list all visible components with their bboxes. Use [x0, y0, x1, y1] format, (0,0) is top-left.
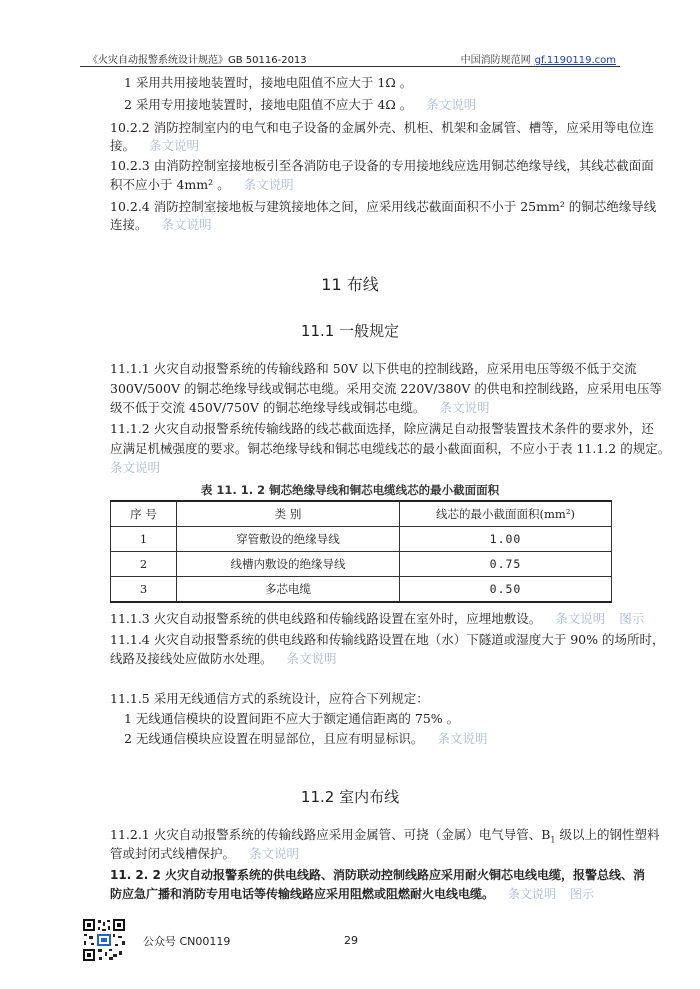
clause-text: 2 无线通信模块应设置在明显部位，且应有明显标识。 — [124, 731, 424, 746]
table-cell: 0.50 — [400, 577, 612, 603]
subscript: 1 — [550, 835, 556, 845]
table-cell: 2 — [111, 552, 177, 577]
clause-line — [110, 690, 429, 708]
table-cell: 3 — [111, 577, 177, 603]
clause-line — [110, 380, 662, 398]
figure-link[interactable]: 图示 — [570, 887, 595, 901]
figure-link[interactable]: 图示 — [619, 611, 645, 626]
table-caption: 表 11. 1. 2 铜芯绝缘导线和铜芯电缆线芯的最小截面面积 — [200, 483, 500, 497]
clause-text: 10.2.2 消防控制室内的电气和电子设备的金属外壳、机柜、机架和金属管、槽等，应采用等电位连 — [110, 120, 654, 135]
clause-text: 线路及接线处应做防水处理。 — [110, 651, 273, 666]
table-cell: 0.75 — [400, 552, 612, 577]
clause-text: 11.1.2 火灾自动报警系统传输线路的线芯截面选择，除应满足自动报警装置技术条件的要求外，还 — [110, 421, 654, 436]
clause-text: 管或封闭式线槽保护。 — [110, 846, 236, 861]
clause-text: 11.1.1 火灾自动报警系统的传输线路和 50V 以下供电的控制线路，应采用电压等级不低于交流 — [110, 361, 637, 376]
explain-link[interactable]: 条文说明 — [161, 217, 212, 232]
qr-code-icon — [82, 918, 126, 962]
clause-text: 2 采用专用接地装置时，接地电阻值不应大于 4Ω 。 — [124, 97, 413, 112]
clause-text: 11. 2. 2 火灾自动报警系统的供电线路、消防联动控制线路应采用耐火铜芯电线电缆，报警总线、消 — [110, 868, 646, 882]
clause-text: 11.1.4 火灾自动报警系统的供电线路和传输线路设置在地（水）下隧道或湿度大于 90% 的场所时， — [110, 632, 665, 647]
clause-text: 防应急广播和消防专用电话等传输线路应采用阻燃或阻燃耐火电线电缆。 — [110, 887, 495, 901]
table-cell: 1 — [111, 527, 177, 552]
clause-line — [110, 420, 654, 438]
clause-text: 接。 — [110, 138, 136, 153]
cross-section-table — [110, 500, 612, 603]
explain-link[interactable]: 条文说明 — [508, 887, 557, 901]
clause-line — [110, 216, 212, 234]
clause-line — [110, 440, 670, 458]
clause-text: 连接。 — [110, 217, 148, 232]
table-header-cell: 序 号 — [111, 501, 177, 527]
section-heading: 11.2 室内布线 — [300, 788, 400, 806]
clause-line — [124, 710, 459, 728]
clause-text: 应满足机械强度的要求。铜芯绝缘导线和铜芯电缆线芯的最小截面面积，不应小于表 11.1.2 的规定。 — [110, 441, 671, 456]
explain-link[interactable]: 条文说明 — [555, 611, 606, 626]
table-cell: 穿管敷设的绝缘导线 — [177, 527, 400, 552]
clause-line — [110, 459, 160, 477]
clause-line — [110, 650, 337, 668]
explain-link[interactable]: 条文说明 — [439, 400, 490, 415]
chapter-heading: 11 布线 — [321, 275, 379, 294]
table-row — [111, 552, 612, 577]
clause-text: 级以上的钢性塑料 — [555, 827, 660, 842]
clause-line — [110, 885, 594, 903]
table-header-cell: 线芯的最小截面面积(mm²) — [400, 501, 612, 527]
explain-link[interactable]: 条文说明 — [437, 731, 488, 746]
page-number: 29 — [344, 934, 358, 947]
clause-text: 11.1.3 火灾自动报警系统的供电线路和传输线路设置在室外时，应埋地敷设。 — [110, 611, 542, 626]
table-cell: 线槽内敷设的绝缘导线 — [177, 552, 400, 577]
clause-line — [110, 157, 654, 175]
section-heading: 11.1 一般规定 — [300, 322, 400, 340]
header-site-link[interactable]: gf.1190119.com — [534, 55, 616, 66]
clause-text: 10.2.3 由消防控制室接地板引至各消防电子设备的专用接地线应选用铜芯绝缘导线，其线芯截面面 — [110, 158, 654, 173]
explain-link[interactable]: 条文说明 — [286, 651, 337, 666]
table-row — [111, 527, 612, 552]
clause-line — [110, 137, 199, 155]
table-row — [111, 577, 612, 603]
clause-line — [110, 399, 489, 417]
clause-text: 300V/500V 的铜芯绝缘导线或铜芯电缆。采用交流 220V/380V 的供电和控制线路，应采用电压等 — [110, 381, 662, 396]
clause-line — [110, 360, 637, 378]
clause-text: 级不低于交流 450V/750V 的铜芯绝缘导线或铜芯电缆。 — [110, 400, 426, 415]
clause-line — [124, 96, 476, 114]
clause-text: 1 无线通信模块的设置间距不应大于额定通信距离的 75% 。 — [124, 711, 460, 726]
clause-text: 11.2.1 火灾自动报警系统的传输线路应采用金属管、可挠（金属）电气导管、B — [110, 827, 551, 842]
explain-link[interactable]: 条文说明 — [110, 460, 161, 475]
clause-line — [110, 176, 294, 194]
clause-line — [110, 866, 645, 884]
wechat-label: 公众号 CN00119 — [143, 935, 231, 948]
clause-line — [110, 119, 654, 137]
clause-line — [124, 74, 412, 92]
clause-text: 10.2.4 消防控制室接地板与建筑接地体之间，应采用线芯截面面积不小于 25mm² 的铜芯绝缘导线 — [110, 199, 657, 214]
clause-line — [110, 845, 299, 863]
table-cell: 多芯电缆 — [177, 577, 400, 603]
clause-text: 1 采用共用接地装置时，接地电阻值不应大于 1Ω 。 — [124, 75, 413, 90]
table-cell: 1.00 — [400, 527, 612, 552]
table-header-row — [111, 501, 612, 527]
running-header — [80, 50, 620, 67]
explain-link[interactable]: 条文说明 — [243, 177, 294, 192]
explain-link[interactable]: 条文说明 — [249, 846, 300, 861]
clause-line — [110, 610, 644, 628]
header-title: 《火灾自动报警系统设计规范》GB 50116-2013 — [88, 55, 307, 66]
header-site-name: 中国消防规范网 — [460, 55, 531, 66]
clause-line — [110, 631, 664, 649]
clause-text: 积不应小于 4mm² 。 — [110, 177, 230, 192]
clause-line — [124, 730, 487, 748]
explain-link[interactable]: 条文说明 — [426, 97, 477, 112]
table-header-cell: 类 别 — [177, 501, 400, 527]
clause-text: 11.1.5 采用无线通信方式的系统设计，应符合下列规定： — [110, 691, 429, 706]
explain-link[interactable]: 条文说明 — [149, 138, 200, 153]
header-site — [461, 51, 616, 66]
clause-line — [110, 198, 656, 216]
